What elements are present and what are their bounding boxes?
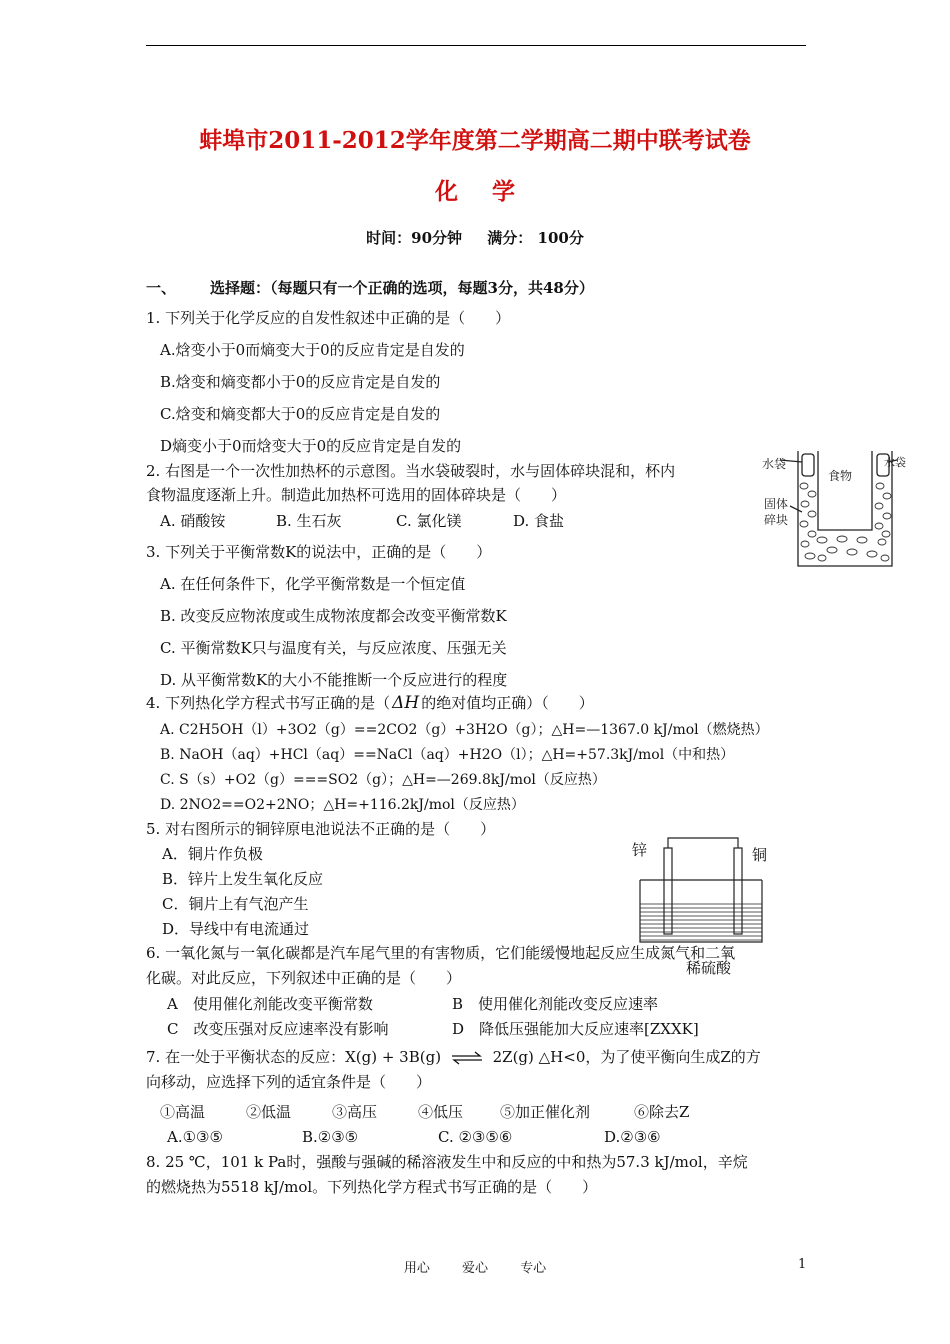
q7-option-b: B.②③⑤ bbox=[302, 1128, 359, 1146]
q4-stem-part2: 的绝对值均正确）（ ） bbox=[421, 694, 594, 712]
section-text: 选择题：（每题只有一个正确的选项，每题3分，共48分） bbox=[210, 279, 594, 297]
q6-stem-line2: 化碳。对此反应，下列叙述中正确的是（ ） bbox=[146, 969, 462, 987]
q7-stem-part1: 7. 在一处于平衡状态的反应：X(g) + 3B(g) bbox=[146, 1048, 442, 1066]
q3-option-d: D. 从平衡常数K的大小不能推断一个反应进行的程度 bbox=[160, 671, 508, 689]
q6-option-b: B 使用催化剂能改变反应速率 bbox=[452, 995, 659, 1013]
q4-delta-h: ΔH bbox=[392, 693, 420, 713]
q7-stem-line2: 向移动，应选择下列的适宜条件是（ ） bbox=[146, 1073, 432, 1091]
q7-option-c: C. ②③⑤⑥ bbox=[438, 1128, 513, 1146]
q4-option-b: B. NaOH（aq）+HCl（aq）==NaCl（aq）+H2O（l）；△H=+57.3kJ/mol（中和热） bbox=[160, 747, 735, 763]
section-heading bbox=[146, 277, 594, 298]
q8-stem-line1: 8. 25 ℃，101 k Pa时，强酸与强碱的稀溶液发生中和反应的中和热为57.3 kJ/mol，辛烷 bbox=[146, 1153, 748, 1171]
header-rule bbox=[146, 45, 806, 46]
footer-item-3: 专心 bbox=[520, 1261, 547, 1276]
exam-score: 满分： 100分 bbox=[487, 229, 584, 247]
q7-condition-4: ④低压 bbox=[418, 1103, 464, 1121]
q5-option-b: B．锌片上发生氧化反应 bbox=[162, 870, 324, 888]
q1-stem: 1. 下列关于化学反应的自发性叙述中正确的是（ ） bbox=[146, 309, 511, 327]
q7-stem-line1 bbox=[146, 1046, 761, 1068]
q7-condition-6: ⑥除去Z bbox=[634, 1103, 690, 1121]
q6-option-a: A 使用催化剂能改变平衡常数 bbox=[167, 995, 373, 1013]
footer-item-1: 用心 bbox=[403, 1261, 430, 1276]
q2-option-a: A. 硝酸铵 bbox=[160, 512, 226, 530]
cup-label-water-bag-left: 水袋 bbox=[762, 457, 787, 471]
q2-option-b: B. 生石灰 bbox=[276, 512, 342, 530]
page-footer bbox=[0, 1257, 950, 1276]
exam-meta bbox=[0, 227, 950, 248]
cup-label-chunks: 碎块 bbox=[764, 513, 789, 527]
q4-stem-part1: 4. 下列热化学方程式书写正确的是（ bbox=[146, 694, 391, 712]
cell-label-zinc: 锌 bbox=[632, 843, 648, 859]
q5-option-d: D．导线中有电流通过 bbox=[162, 920, 310, 938]
q1-option-a: A.焓变小于0而熵变大于0的反应肯定是自发的 bbox=[160, 341, 465, 359]
q3-option-b: B. 改变反应物浓度或生成物浓度都会改变平衡常数K bbox=[160, 607, 507, 625]
q7-condition-3: ③高压 bbox=[332, 1103, 378, 1121]
q7-condition-1: ①高温 bbox=[160, 1103, 206, 1121]
q3-option-c: C. 平衡常数K只与温度有关，与反应浓度、压强无关 bbox=[160, 639, 507, 657]
q1-option-b: B.焓变和熵变都小于0的反应肯定是自发的 bbox=[160, 373, 441, 391]
q4-option-d: D. 2NO2==O2+2NO；△H=+116.2kJ/mol（反应热） bbox=[160, 797, 525, 813]
heating-cup-figure bbox=[760, 446, 910, 571]
q3-option-a: A. 在任何条件下，化学平衡常数是一个恒定值 bbox=[160, 575, 466, 593]
q6-stem-line1: 6. 一氧化氮与一氧化碳都是汽车尾气里的有害物质，它们能缓慢地起反应生成氮气和二氧 bbox=[146, 944, 736, 962]
q7-condition-2: ②低温 bbox=[246, 1103, 292, 1121]
q2-option-c: C. 氯化镁 bbox=[396, 512, 462, 530]
cup-label-food: 食物 bbox=[828, 469, 853, 483]
cup-label-solid: 固体 bbox=[764, 497, 789, 511]
q6-option-c: C 改变压强对反应速率没有影响 bbox=[167, 1020, 389, 1038]
heating-cup-diagram bbox=[760, 446, 910, 571]
q1-option-c: C.焓变和熵变都大于0的反应肯定是自发的 bbox=[160, 405, 441, 423]
exam-title: 蚌埠市2011-2012学年度第二学期高二期中联考试卷 bbox=[199, 127, 751, 154]
q4-option-a: A. C2H5OH（l）+3O2（g）==2CO2（g）+3H2O（g）；△H=—1367.0 kJ/mol（燃烧热） bbox=[160, 722, 769, 738]
q7-condition-5: ⑤加正催化剂 bbox=[500, 1103, 591, 1121]
cup-label-water-bag-right: 水袋 bbox=[884, 457, 906, 469]
q1-option-d: D熵变小于0而焓变大于0的反应肯定是自发的 bbox=[160, 437, 462, 455]
q5-stem: 5. 对右图所示的铜锌原电池说法不正确的是（ ） bbox=[146, 820, 496, 838]
q2-option-d: D. 食盐 bbox=[513, 512, 565, 530]
q7-stem-part2: 2Z(g) △H<0，为了使平衡向生成Z的方 bbox=[492, 1048, 761, 1066]
equilibrium-arrow-icon bbox=[450, 1051, 484, 1065]
q2-stem-line1: 2. 右图是一个一次性加热杯的示意图。当水袋破裂时，水与固体碎块混和，杯内 bbox=[146, 462, 676, 480]
q7-option-a: A.①③⑤ bbox=[167, 1128, 223, 1146]
cell-label-copper: 铜 bbox=[752, 848, 768, 864]
q2-stem-line2: 食物温度逐渐上升。制造此加热杯可选用的固体碎块是（ ） bbox=[146, 486, 567, 504]
q7-option-d: D.②③⑥ bbox=[604, 1128, 661, 1146]
q6-option-d: D 降低压强能加大反应速率[ZXXK] bbox=[452, 1020, 699, 1038]
q5-option-c: C．铜片上有气泡产生 bbox=[162, 895, 309, 913]
q4-stem bbox=[146, 692, 594, 714]
q4-option-c: C. S（s）+O2（g）===SO2（g）；△H=—269.8kJ/mol（反应热） bbox=[160, 772, 606, 788]
q8-stem-line2: 的燃烧热为5518 kJ/mol。下列热化学方程式书写正确的是（ ） bbox=[146, 1178, 598, 1196]
cell-label-dilute-sulfuric-acid: 稀硫酸 bbox=[686, 961, 732, 977]
exam-time: 时间：90分钟 bbox=[366, 229, 463, 247]
q3-stem: 3. 下列关于平衡常数K的说法中，正确的是（ ） bbox=[146, 543, 492, 561]
exam-subject: 化学 bbox=[435, 178, 549, 205]
page-number: 1 bbox=[798, 1257, 807, 1272]
section-number: 一、 bbox=[146, 279, 177, 297]
footer-item-2: 爱心 bbox=[461, 1261, 488, 1276]
q5-option-a: A．铜片作负极 bbox=[162, 845, 263, 863]
